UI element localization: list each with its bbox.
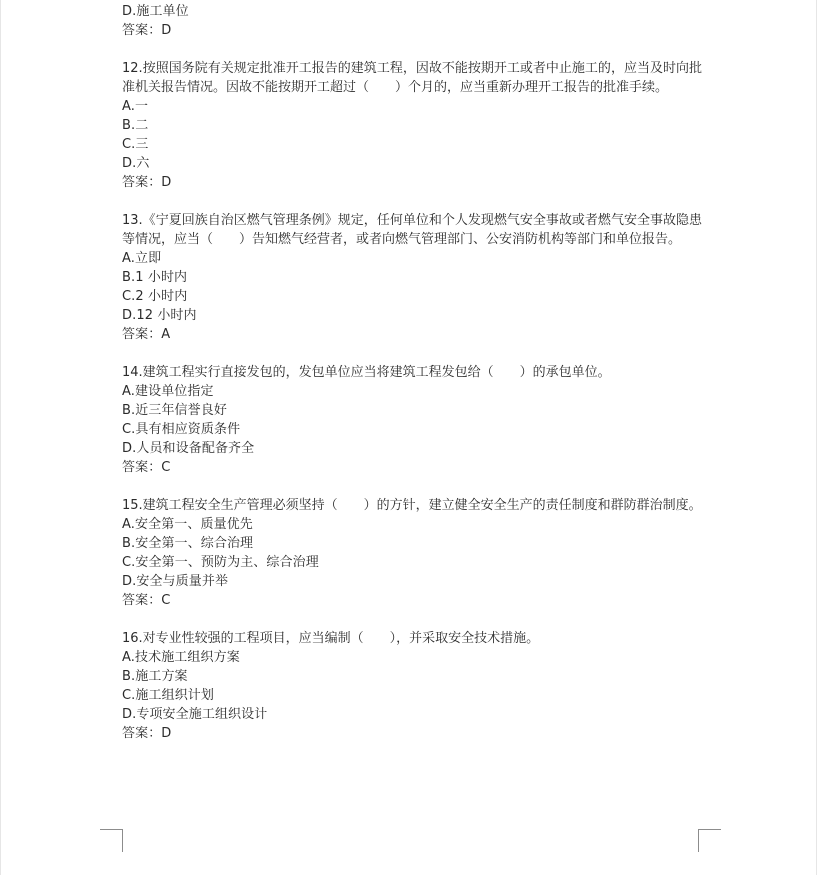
question-13-option-b: B.1 小时内 [122, 270, 188, 285]
question-16-option-c: C.施工组织计划 [122, 688, 215, 703]
question-12-option-b: B.二 [122, 118, 149, 133]
question-14-option-c: C.具有相应资质条件 [122, 422, 241, 437]
question-14-option-a: A.建设单位指定 [122, 384, 214, 399]
spacer [122, 40, 702, 59]
question-12-stem: 12.按照国务院有关规定批准开工报告的建筑工程，因故不能按期开工或者中止施工的，应当及时向批准机关报告情况。因故不能按期开工超过（ ）个月的，应当重新办理开工报告的批准手续。 [122, 61, 702, 95]
question-15-option-b: B.安全第一、综合治理 [122, 536, 254, 551]
question-15-option-a: A.安全第一、质量优先 [122, 517, 253, 532]
spacer [122, 192, 702, 211]
question-16-stem: 16.对专业性较强的工程项目，应当编制（ ），并采取安全技术措施。 [122, 631, 540, 646]
spacer [122, 610, 702, 629]
question-15-stem: 15.建筑工程安全生产管理必须坚持（ ）的方针，建立健全安全生产的责任制度和群防群治制度。 [122, 498, 702, 513]
question-15-answer: 答案：C [122, 593, 171, 608]
question-12-answer: 答案：D [122, 175, 172, 190]
spacer [122, 344, 702, 363]
prev-answer: 答案：D [122, 23, 172, 38]
question-13-option-d: D.12 小时内 [122, 308, 197, 323]
question-12-option-c: C.三 [122, 137, 149, 152]
question-13-option-c: C.2 小时内 [122, 289, 188, 304]
question-14-option-b: B.近三年信誉良好 [122, 403, 227, 418]
spacer [122, 477, 702, 496]
question-15-option-d: D.安全与质量并举 [122, 574, 229, 589]
question-12-option-d: D.六 [122, 156, 150, 171]
question-13-answer: 答案：A [122, 327, 171, 342]
question-13-option-a: A.立即 [122, 251, 162, 266]
page-margin-corner-left [100, 829, 123, 852]
question-16-option-b: B.施工方案 [122, 669, 188, 684]
question-13-stem: 13.《宁夏回族自治区燃气管理条例》规定，任何单位和个人发现燃气安全事故或者燃气安全事故隐患等情况，应当（ ）告知燃气经营者，或者向燃气管理部门、公安消防机构等部门和单位报告。 [122, 213, 702, 247]
question-12-option-a: A.一 [122, 99, 149, 114]
question-16-option-a: A.技术施工组织方案 [122, 650, 240, 665]
page-margin-corner-right [698, 829, 721, 852]
question-14-option-d: D.人员和设备配备齐全 [122, 441, 255, 456]
question-14-answer: 答案：C [122, 460, 171, 475]
question-14-stem: 14.建筑工程实行直接发包的，发包单位应当将建筑工程发包给（ ）的承包单位。 [122, 365, 611, 380]
question-15-option-c: C.安全第一、预防为主、综合治理 [122, 555, 319, 570]
prev-option-d: D.施工单位 [122, 4, 189, 19]
question-16-option-d: D.专项安全施工组织设计 [122, 707, 268, 722]
page-content [122, 2, 702, 743]
question-16-answer: 答案：D [122, 726, 172, 741]
